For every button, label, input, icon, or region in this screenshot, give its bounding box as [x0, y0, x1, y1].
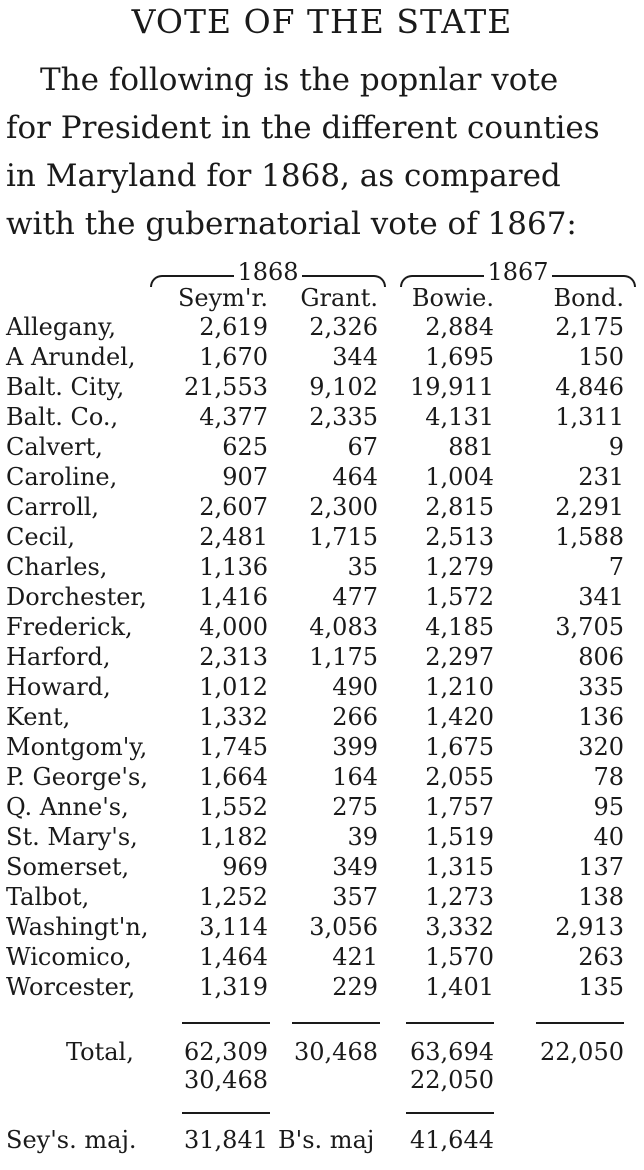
sum-rule-grant: [292, 1022, 380, 1024]
vote-grant: 4,083: [309, 613, 378, 641]
vote-seymour: 21,553: [184, 373, 268, 401]
vote-bond: 7: [608, 553, 624, 581]
vote-bond: 137: [578, 853, 624, 881]
vote-bowie: 1,210: [425, 673, 494, 701]
intro-line: for President in the different counties: [6, 110, 600, 146]
subtract-grant-total: 30,468: [184, 1066, 268, 1094]
vote-grant: 490: [332, 673, 378, 701]
vote-bowie: 4,131: [425, 403, 494, 431]
vote-grant: 9,102: [309, 373, 378, 401]
year-label-1867: 1867: [484, 258, 551, 286]
vote-bond: 95: [593, 793, 624, 821]
vote-grant: 2,326: [309, 313, 378, 341]
county-name: A Arundel,: [6, 343, 136, 371]
article-title: VOTE OF THE STATE: [131, 2, 513, 41]
vote-grant: 164: [332, 763, 378, 791]
vote-bowie: 2,055: [425, 763, 494, 791]
county-name: Talbot,: [6, 883, 90, 911]
vote-bond: 2,175: [555, 313, 624, 341]
vote-bowie: 1,273: [425, 883, 494, 911]
vote-bowie: 1,401: [425, 973, 494, 1001]
vote-bowie: 2,513: [425, 523, 494, 551]
vote-seymour: 907: [222, 463, 268, 491]
column-header-bond: Bond.: [553, 284, 624, 312]
majority-value-seymour: 31,841: [184, 1126, 268, 1154]
sum-rule-bond: [536, 1022, 624, 1024]
vote-bowie: 4,185: [425, 613, 494, 641]
vote-bond: 135: [578, 973, 624, 1001]
vote-bowie: 1,315: [425, 853, 494, 881]
vote-bond: 136: [578, 703, 624, 731]
vote-grant: 2,300: [309, 493, 378, 521]
vote-grant: 1,175: [309, 643, 378, 671]
vote-bowie: 2,297: [425, 643, 494, 671]
county-name: Worcester,: [6, 973, 136, 1001]
majority-rule-bowie: [406, 1112, 494, 1114]
sum-rule-seymour: [182, 1022, 270, 1024]
vote-bond: 341: [578, 583, 624, 611]
county-name: Q. Anne's,: [6, 793, 129, 821]
county-name: Kent,: [6, 703, 71, 731]
county-name: P. George's,: [6, 763, 148, 791]
vote-bond: 3,705: [555, 613, 624, 641]
vote-seymour: 625: [222, 433, 268, 461]
vote-seymour: 969: [222, 853, 268, 881]
vote-bond: 231: [578, 463, 624, 491]
vote-seymour: 2,481: [199, 523, 268, 551]
vote-seymour: 3,114: [199, 913, 268, 941]
intro-line: with the gubernatorial vote of 1867:: [6, 206, 577, 242]
vote-grant: 357: [332, 883, 378, 911]
vote-grant: 229: [332, 973, 378, 1001]
vote-grant: 349: [332, 853, 378, 881]
vote-bowie: 1,519: [425, 823, 494, 851]
county-name: St. Mary's,: [6, 823, 138, 851]
column-header-seymour: Seym'r.: [177, 284, 268, 312]
vote-seymour: 1,664: [199, 763, 268, 791]
majority-label-seymour: Sey's. maj.: [6, 1126, 137, 1154]
year-label-1868: 1868: [234, 258, 301, 286]
vote-seymour: 4,000: [199, 613, 268, 641]
intro-line: The following is the popnlar vote: [40, 62, 559, 98]
intro-paragraph: [6, 56, 638, 248]
vote-bowie: 2,884: [425, 313, 494, 341]
vote-seymour: 1,136: [199, 553, 268, 581]
county-name: Calvert,: [6, 433, 103, 461]
total-bowie: 63,694: [410, 1038, 494, 1066]
vote-grant: 35: [347, 553, 378, 581]
vote-grant: 3,056: [309, 913, 378, 941]
vote-seymour: 1,416: [199, 583, 268, 611]
vote-seymour: 1,182: [199, 823, 268, 851]
vote-seymour: 1,319: [199, 973, 268, 1001]
county-name: Dorchester,: [6, 583, 147, 611]
county-name: Carroll,: [6, 493, 100, 521]
vote-bond: 138: [578, 883, 624, 911]
vote-bond: 150: [578, 343, 624, 371]
county-name: Balt. Co.,: [6, 403, 119, 431]
column-header-bowie: Bowie.: [411, 284, 494, 312]
vote-bowie: 1,420: [425, 703, 494, 731]
vote-bond: 78: [593, 763, 624, 791]
vote-seymour: 1,745: [199, 733, 268, 761]
vote-bowie: 1,004: [425, 463, 494, 491]
vote-bond: 2,291: [555, 493, 624, 521]
vote-grant: 2,335: [309, 403, 378, 431]
majority-value-bowie: 41,644: [410, 1126, 494, 1154]
vote-bowie: 1,279: [425, 553, 494, 581]
county-name: Balt. City,: [6, 373, 125, 401]
vote-seymour: 1,464: [199, 943, 268, 971]
vote-bond: 335: [578, 673, 624, 701]
vote-grant: 464: [332, 463, 378, 491]
vote-seymour: 1,670: [199, 343, 268, 371]
vote-bowie: 1,570: [425, 943, 494, 971]
vote-seymour: 2,619: [199, 313, 268, 341]
vote-grant: 344: [332, 343, 378, 371]
subtract-bond-total: 22,050: [410, 1066, 494, 1094]
intro-line: in Maryland for 1868, as compared: [6, 158, 561, 194]
county-name: Frederick,: [6, 613, 133, 641]
majority-rule-seymour: [182, 1112, 270, 1114]
vote-seymour: 4,377: [199, 403, 268, 431]
totals-label: Total,: [66, 1038, 134, 1066]
vote-grant: 477: [332, 583, 378, 611]
total-grant: 30,468: [294, 1038, 378, 1066]
column-header-grant: Grant.: [300, 284, 378, 312]
county-name: Washingt'n,: [6, 913, 149, 941]
vote-bond: 320: [578, 733, 624, 761]
county-name: Wicomico,: [6, 943, 132, 971]
vote-seymour: 1,252: [199, 883, 268, 911]
county-name: Howard,: [6, 673, 111, 701]
majority-label-bowie: B's. maj: [278, 1126, 375, 1154]
vote-seymour: 1,012: [199, 673, 268, 701]
vote-bowie: 1,675: [425, 733, 494, 761]
vote-bowie: 3,332: [425, 913, 494, 941]
county-name: Charles,: [6, 553, 108, 581]
vote-bond: 1,311: [555, 403, 624, 431]
vote-bowie: 1,695: [425, 343, 494, 371]
vote-grant: 399: [332, 733, 378, 761]
vote-grant: 421: [332, 943, 378, 971]
total-seymour: 62,309: [184, 1038, 268, 1066]
vote-bowie: 2,815: [425, 493, 494, 521]
vote-bond: 806: [578, 643, 624, 671]
vote-bond: 2,913: [555, 913, 624, 941]
vote-seymour: 2,607: [199, 493, 268, 521]
county-name: Harford,: [6, 643, 111, 671]
vote-grant: 39: [347, 823, 378, 851]
county-name: Cecil,: [6, 523, 75, 551]
vote-seymour: 1,552: [199, 793, 268, 821]
vote-grant: 1,715: [309, 523, 378, 551]
vote-grant: 266: [332, 703, 378, 731]
vote-bond: 263: [578, 943, 624, 971]
vote-bond: 40: [593, 823, 624, 851]
vote-bond: 1,588: [555, 523, 624, 551]
vote-bowie: 19,911: [410, 373, 494, 401]
vote-grant: 275: [332, 793, 378, 821]
total-bond: 22,050: [540, 1038, 624, 1066]
vote-grant: 67: [347, 433, 378, 461]
vote-bowie: 881: [448, 433, 494, 461]
vote-bowie: 1,757: [425, 793, 494, 821]
vote-seymour: 2,313: [199, 643, 268, 671]
vote-bowie: 1,572: [425, 583, 494, 611]
county-name: Montgom'y,: [6, 733, 148, 761]
county-name: Allegany,: [6, 313, 117, 341]
vote-seymour: 1,332: [199, 703, 268, 731]
sum-rule-bowie: [406, 1022, 494, 1024]
vote-bond: 9: [608, 433, 624, 461]
vote-bond: 4,846: [555, 373, 624, 401]
county-name: Somerset,: [6, 853, 130, 881]
county-name: Caroline,: [6, 463, 118, 491]
